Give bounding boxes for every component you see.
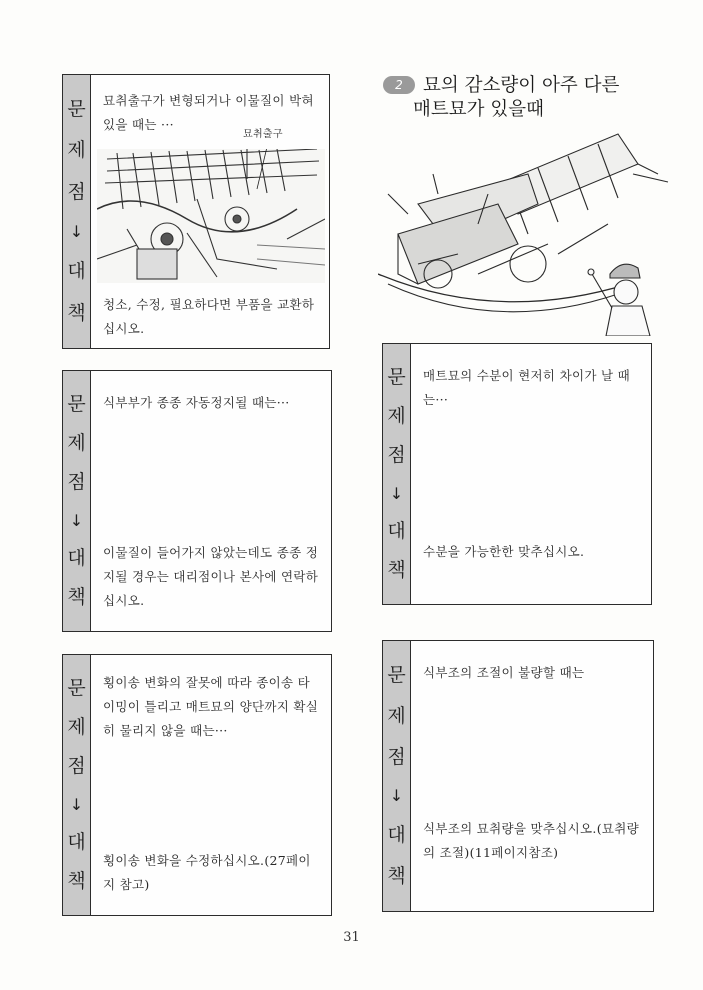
problem-box-1 (62, 74, 330, 349)
seedling-outlet-callout: 묘취출구 (243, 129, 283, 140)
problem-text: 식부부가 종종 자동정지될 때는··· (103, 395, 290, 410)
solution-text: 청소, 수정, 필요하다면 부품을 교환하십시오. (103, 297, 315, 336)
problem-text: 묘취출구가 변형되거나 이물질이 박혀 있을 때는 ··· (103, 93, 314, 132)
problem-text: 횡이송 변화의 잘못에 따라 종이송 타이밍이 틀리고 매트묘의 양단까지 확실히 물리지 않을 때는··· (103, 675, 319, 738)
problem-text: 식부조의 조절이 불량할 때는 (423, 665, 585, 680)
solution-text: 식부조의 묘취량을 맞추십시오.(묘취량의 조절)(11페이지참조) (423, 821, 639, 860)
problem-solution-label: 문 제 점 ↓ 대 책 (63, 371, 91, 631)
problem-box-3 (62, 654, 332, 916)
solution-text: 횡이송 변화을 수정하십시오.(27페이지 참고) (103, 853, 311, 892)
solution-text: 수분을 가능한한 맞추십시오. (423, 544, 585, 559)
section-title-line-2: 매트묘가 있을때 (413, 99, 544, 120)
problem-box-2 (62, 370, 332, 632)
rice-transplanter-illustration (378, 124, 670, 336)
page-number: 31 (343, 930, 360, 945)
problem-box-5 (382, 640, 654, 912)
section-heading (383, 74, 683, 122)
problem-box-4 (382, 343, 652, 605)
seedling-outlet-illustration (97, 149, 325, 283)
problem-solution-label: 문 제 점 ↓ 대 책 (383, 344, 411, 604)
section-title-line-1: 묘의 감소량이 아주 다른 (423, 75, 620, 96)
problem-solution-label: 문 제 점 ↓ 대 책 (383, 641, 411, 911)
problem-text: 매트묘의 수분이 현저히 차이가 날 때는··· (423, 368, 630, 407)
problem-solution-label: 문 제 점 ↓ 대 책 (63, 75, 91, 348)
section-number-badge: 2 (383, 76, 415, 94)
solution-text: 이물질이 들어가지 않았는데도 종종 정지될 경우는 대리점이나 본사에 연락하십시오. (103, 545, 319, 608)
problem-solution-label: 문 제 점 ↓ 대 책 (63, 655, 91, 915)
